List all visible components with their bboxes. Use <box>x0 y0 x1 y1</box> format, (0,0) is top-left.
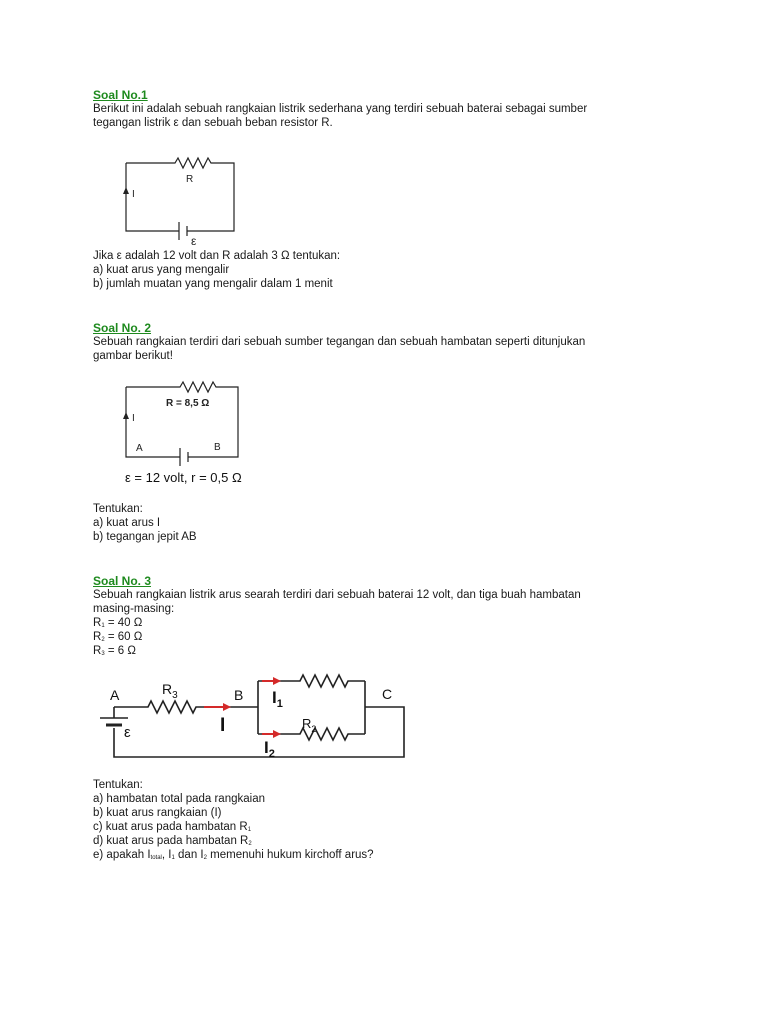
q3-current-i-label: I <box>220 715 226 736</box>
q1-text-line: Berikut ini adalah sebuah rangkaian listrik sederhana yang terdiri sebuah baterai sebagai sumber <box>93 103 588 115</box>
q3-question-line: d) kuat arus pada hambatan $R_2$ <box>93 835 252 847</box>
q1-question-line: a) kuat arus yang mengalir <box>93 264 230 276</box>
q2-question-line: Tentukan: <box>93 503 143 515</box>
q2-text-line: Sebuah rangkaian terdiri dari sebuah sumber tegangan dan sebuah hambatan seperti ditunjukan <box>93 336 586 348</box>
q3-r3-label: $R_3$ <box>162 681 178 701</box>
q3-r2-label: $R_2$ <box>302 716 317 734</box>
q3-question-line: b) kuat arus rangkaian (I) <box>93 807 222 819</box>
q1-question-line: Jika ε adalah 12 volt dan R adalah 3 Ω tentukan: <box>93 250 341 262</box>
q3-question-line: c) kuat arus pada hambatan $R_1$ <box>93 821 252 833</box>
q3-point-b-label: B <box>234 687 244 703</box>
q3-current-i1-label: $I_1$ <box>272 688 283 710</box>
q2-title: Soal No. 2 <box>93 321 152 335</box>
q1-current-label: I <box>132 189 135 200</box>
q1-circuit-diagram <box>110 150 250 250</box>
q3-text-line: Sebuah rangkaian listrik arus searah terdiri dari sebuah baterai 12 volt, dan tiga buah hambatan <box>93 589 581 601</box>
q2-text-line: gambar berikut! <box>93 350 173 362</box>
q3-question-line: a) hambatan total pada rangkaian <box>93 793 265 805</box>
q3-point-c-label: C <box>382 686 393 702</box>
q2-resistor-label: R = 8,5 Ω <box>166 398 210 409</box>
q2-question-line: a) kuat arus I <box>93 517 161 529</box>
q3-current-i2-label: $I_2$ <box>264 738 275 760</box>
q2-point-a-label: A <box>136 443 143 454</box>
q1-resistor-label: R <box>186 174 194 185</box>
q3-question-line: e) apakah $I_{total}$, $I_1$ dan $I_2$ memenuhi hukum kirchoff arus? <box>93 849 374 861</box>
q3-title: Soal No. 3 <box>93 574 152 588</box>
q2-point-b-label: B <box>214 442 221 453</box>
q3-circuit-diagram <box>90 670 420 770</box>
q2-current-label: I <box>132 413 135 424</box>
q3-point-a-label: A <box>110 687 120 703</box>
q2-circuit-diagram <box>110 375 290 490</box>
q3-text-line: masing-masing: <box>93 603 175 615</box>
q3-question-heading: Tentukan: <box>93 779 143 791</box>
q3-resistor-value: $R_2 = 60$ Ω <box>93 631 143 643</box>
q1-title: Soal No.1 <box>93 88 148 102</box>
q1-text-line: tegangan listrik ε dan sebuah beban resistor R. <box>93 117 333 129</box>
q3-resistor-value: $R_3 = 6$ Ω <box>93 645 136 657</box>
q1-question-line: b) jumlah muatan yang mengalir dalam 1 menit <box>93 278 333 290</box>
q3-emf-label: ε <box>124 724 131 741</box>
q3-resistor-value: $R_1 = 40$ Ω <box>93 617 143 629</box>
q1-emf-label: ε <box>191 234 197 248</box>
q2-circuit-caption: ε = 12 volt, r = 0,5 Ω <box>125 470 242 485</box>
q2-question-line: b) tegangan jepit AB <box>93 531 197 543</box>
